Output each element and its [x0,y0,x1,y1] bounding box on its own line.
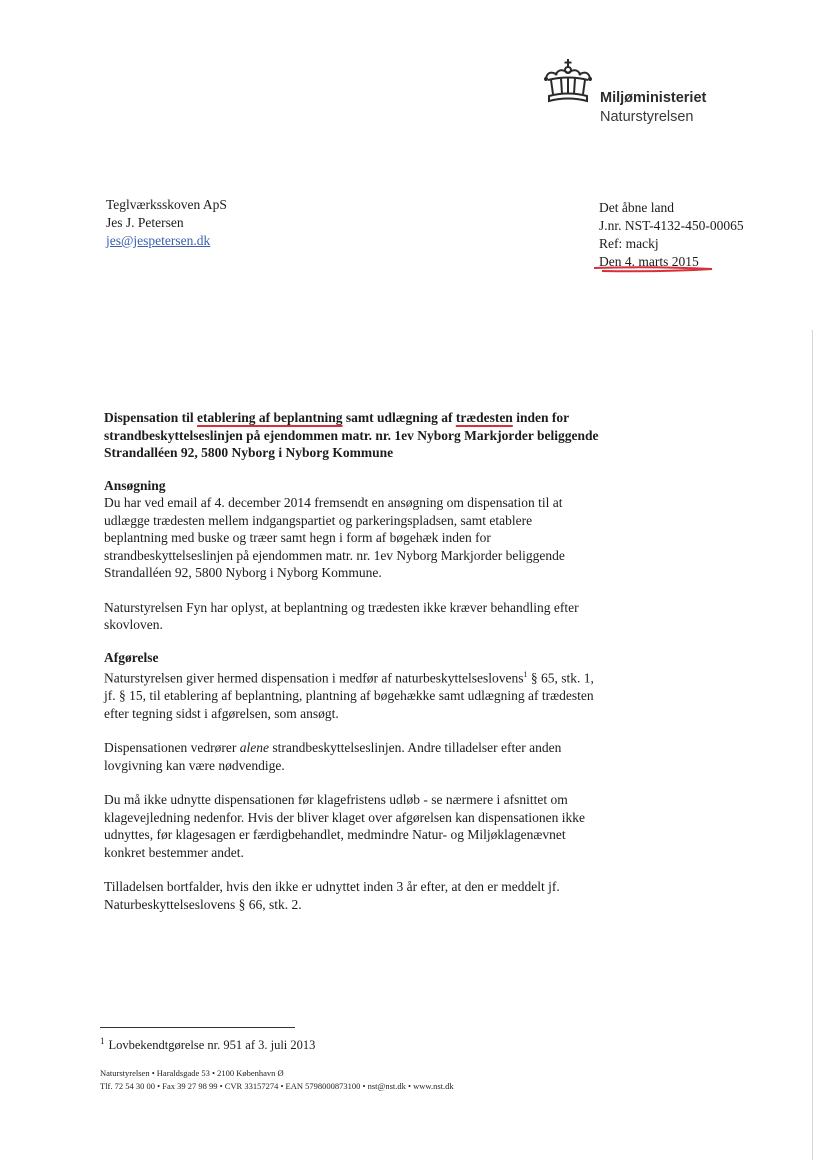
decision-paragraph-2 [104,739,599,774]
letter-title [104,409,599,462]
title-part-3: samt udlægning af [342,410,456,425]
title-part-5: inden for strandbeskyttelseslinjen på ejendommen matr. nr. 1ev Nyborg Markjorder beliggende Strandalléen 92, 5800 Nyborg i Nyborg Kommune [104,410,599,460]
recipient-company: Teglværksskoven ApS [106,197,227,212]
letterhead [540,58,740,128]
letter-date: Den 4. marts 2015 [599,254,699,269]
recipient-email-link[interactable]: jes@jespetersen.dk [106,233,211,248]
journal-number: J.nr. NST-4132-450-00065 [599,218,744,233]
decision-heading: Afgørelse [104,649,159,665]
department-label: Det åbne land [599,200,674,215]
page-footer [100,1067,454,1093]
scan-edge-line [812,330,813,1160]
application-heading: Ansøgning [104,477,166,493]
application-paragraph-1: Du har ved email af 4. december 2014 fremsendt en ansøgning om dispensation til at udlægge trædesten mellem indgangspartiet og parkeringspladsen, samt etablere beplantning med buske og træer samt hegn i form af bøgehæk inden for strandbeskyttelseslinjen på ejendommen matr. nr. 1ev Nyborg Markjorder beliggende Strandalléen 92, 5800 Nyborg i Nyborg Kommune. [104,495,565,580]
recipient-address [106,196,227,250]
decision-paragraph-4: Tilladelsen bortfalder, hvis den ikke er udnyttet inden 3 år efter, at den er meddelt jf. Naturbeskyttelseslovens § 66, stk. 2. [104,879,560,912]
title-underlined-stepping-stones: trædesten [455,410,513,425]
footnote-reference: 1 [523,670,528,679]
recipient-name: Jes J. Petersen [106,215,184,230]
decision-paragraph-3: Du må ikke udnytte dispensationen før klagefristens udløb - se nærmere i afsnittet om klagevejledning nedenfor. Hvis der bliver klaget over afgørelsen kan dispensationen ikke udnyttes, før klagesagen er færdigbehandlet, medmindre Natur- og Miljøklagenævnet konkret bestemmer andet. [104,792,585,860]
title-part-1: Dispensation til [104,410,198,425]
footnote-marker: 1 [100,1036,105,1046]
reference-code: Ref: mackj [599,236,659,251]
letter-body [104,409,599,913]
agency-name: Naturstyrelsen [600,109,694,125]
reference-block [599,199,744,271]
decision-p1-text: Naturstyrelsen giver hermed dispensation i medfør af naturbeskyttelseslovens [104,670,524,686]
footnote [100,1036,315,1053]
footnote-text: Lovbekendtgørelse nr. 951 af 3. juli 2013 [108,1038,316,1053]
decision-p2-text-cont: strandbeskyttelseslinjen. Andre tilladelser efter anden lovgivning kan være nødvendige. [104,740,562,773]
footer-address: Naturstyrelsen • Haraldsgade 53 • 2100 København Ø [100,1068,284,1078]
decision-p1-text-cont: § 65, stk. 1, jf. § 15, til etablering af beplantning, plantning af bøgehække samt udlægning af trædesten efter tegning sidst i afgørelsen, som ansøgt. [104,670,594,721]
title-underlined-planting: etablering af beplantning [197,410,343,425]
application-paragraph-2: Naturstyrelsen Fyn har oplyst, at beplantning og trædesten ikke kræver behandling efter skovloven. [104,599,579,632]
decision-paragraph-1 [104,666,599,722]
ministry-name: Miljøministeriet [600,90,707,106]
decision-p2-text: Dispensationen vedrører [104,740,240,755]
footer-contact: Tlf. 72 54 30 00 • Fax 39 27 98 99 • CVR 33157274 • EAN 5798000873100 • nst@nst.dk • www.nst.dk [100,1081,454,1091]
royal-crown-logo-icon [540,58,596,108]
footnote-divider [100,1027,295,1028]
date-red-underline [592,264,716,274]
decision-p2-emphasis: alene [239,740,269,755]
